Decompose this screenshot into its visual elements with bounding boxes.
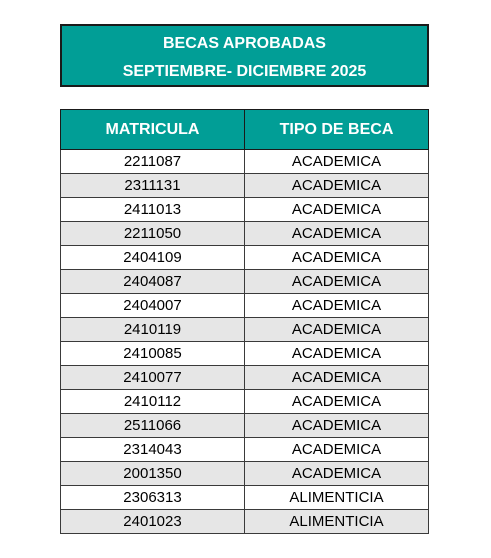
title-banner — [60, 24, 429, 87]
cell-tipo-de-beca: ACADEMICA — [245, 366, 429, 390]
cell-tipo-de-beca: ACADEMICA — [245, 246, 429, 270]
table-row — [61, 390, 429, 414]
table-row — [61, 270, 429, 294]
cell-matricula: 2404109 — [61, 246, 245, 270]
cell-tipo-de-beca: ALIMENTICIA — [245, 486, 429, 510]
table-body — [61, 150, 429, 534]
cell-tipo-de-beca: ACADEMICA — [245, 222, 429, 246]
table-row — [61, 510, 429, 534]
table-row — [61, 342, 429, 366]
cell-matricula: 2314043 — [61, 438, 245, 462]
header-tipo-de-beca: TIPO DE BECA — [245, 110, 429, 150]
cell-tipo-de-beca: ACADEMICA — [245, 438, 429, 462]
table-row — [61, 462, 429, 486]
table-row — [61, 294, 429, 318]
table-row — [61, 174, 429, 198]
table-row — [61, 366, 429, 390]
table-row — [61, 438, 429, 462]
cell-matricula: 2306313 — [61, 486, 245, 510]
becas-table — [60, 109, 429, 534]
table-row — [61, 414, 429, 438]
cell-matricula: 2404087 — [61, 270, 245, 294]
cell-tipo-de-beca: ACADEMICA — [245, 174, 429, 198]
cell-tipo-de-beca: ACADEMICA — [245, 414, 429, 438]
cell-tipo-de-beca: ACADEMICA — [245, 390, 429, 414]
table-header-row — [61, 110, 429, 150]
cell-tipo-de-beca: ACADEMICA — [245, 342, 429, 366]
cell-matricula: 2410119 — [61, 318, 245, 342]
cell-matricula: 2311131 — [61, 174, 245, 198]
table-row — [61, 486, 429, 510]
cell-matricula: 2211087 — [61, 150, 245, 174]
cell-matricula: 2404007 — [61, 294, 245, 318]
cell-matricula: 2001350 — [61, 462, 245, 486]
cell-matricula: 2401023 — [61, 510, 245, 534]
cell-matricula: 2410077 — [61, 366, 245, 390]
cell-matricula: 2410085 — [61, 342, 245, 366]
cell-tipo-de-beca: ALIMENTICIA — [245, 510, 429, 534]
cell-matricula: 2411013 — [61, 198, 245, 222]
cell-tipo-de-beca: ACADEMICA — [245, 198, 429, 222]
table-row — [61, 222, 429, 246]
title-heading: BECAS APROBADAS — [163, 35, 326, 52]
cell-tipo-de-beca: ACADEMICA — [245, 150, 429, 174]
header-matricula: MATRICULA — [61, 110, 245, 150]
cell-tipo-de-beca: ACADEMICA — [245, 294, 429, 318]
table-row — [61, 198, 429, 222]
cell-matricula: 2211050 — [61, 222, 245, 246]
cell-tipo-de-beca: ACADEMICA — [245, 462, 429, 486]
cell-tipo-de-beca: ACADEMICA — [245, 270, 429, 294]
table-row — [61, 318, 429, 342]
table-row — [61, 246, 429, 270]
table-row — [61, 150, 429, 174]
title-period: SEPTIEMBRE- DICIEMBRE 2025 — [122, 63, 367, 80]
cell-matricula: 2410112 — [61, 390, 245, 414]
cell-tipo-de-beca: ACADEMICA — [245, 318, 429, 342]
cell-matricula: 2511066 — [61, 414, 245, 438]
